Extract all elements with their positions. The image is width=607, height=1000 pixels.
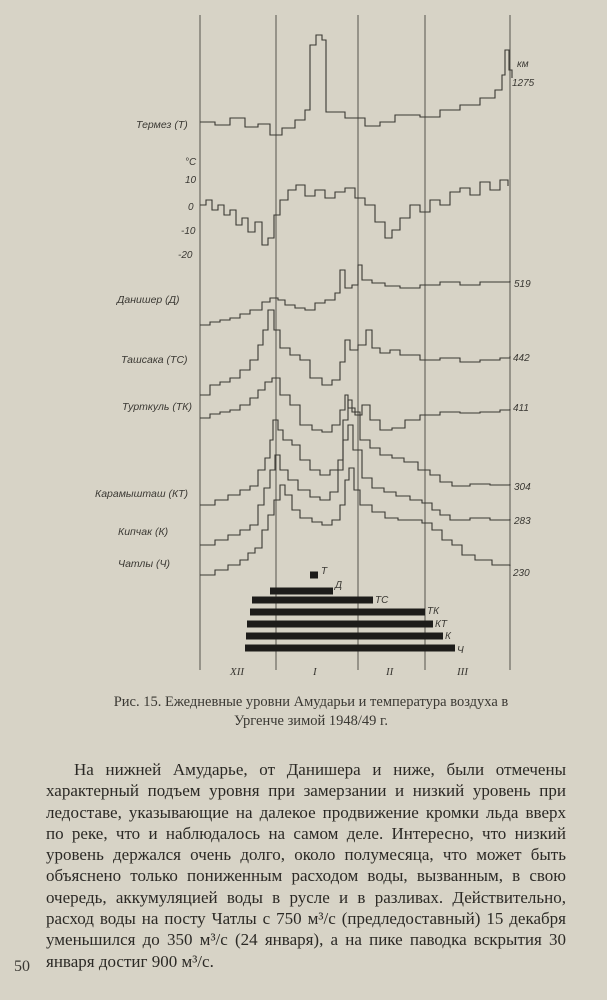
unit-label: км bbox=[517, 59, 529, 70]
ice-bar-label: К bbox=[445, 631, 451, 642]
series-end-value: 283 bbox=[514, 516, 531, 527]
series-end-value: 519 bbox=[514, 279, 531, 290]
temp-tick: -10 bbox=[181, 226, 196, 237]
ice-bar-label: Д bbox=[335, 580, 343, 591]
ice-bar-label: ТК bbox=[427, 606, 440, 617]
series-end-value: 442 bbox=[513, 353, 530, 364]
series-end-value: 304 bbox=[514, 482, 531, 493]
temp-unit-label: °С bbox=[185, 157, 197, 168]
ice-cover-bar bbox=[252, 597, 373, 604]
temp-tick: 10 bbox=[185, 175, 197, 186]
line-chatly bbox=[200, 468, 510, 575]
ice-cover-bar bbox=[245, 645, 455, 652]
line-danisher bbox=[200, 265, 510, 325]
ice-cover-bar bbox=[250, 609, 425, 616]
ice-cover-bar bbox=[247, 621, 433, 628]
page-number: 50 bbox=[14, 958, 30, 975]
series-label: Кипчак (К) bbox=[118, 526, 169, 538]
series-label: Термез (Т) bbox=[136, 119, 188, 131]
month-label: XII bbox=[230, 666, 245, 678]
month-label: III bbox=[457, 666, 468, 678]
month-label: I bbox=[313, 666, 317, 678]
month-label: II bbox=[386, 666, 394, 678]
series-label: Карамышташ (КТ) bbox=[95, 488, 189, 500]
body-paragraph: На нижней Амударье, от Данишера и ниже, были отмечены характерный подъем уровня при замерзании и низкий уровень при ледоставе, указывающие на далекое продвижение кромки льда вверх по реке, что и наблюдалось на самом деле. Интересно, что низкий уровень держался очень долго, около полумесяца, что может быть объяснено только пониженным расходом воды, вызванным, в свою очередь, аккумуляцией воды в русле и в разливах. Действительно, расход воды на посту Чатлы с 750 м³/с (предледоставный) 15 декабря уменьшился до 350 м³/с (24 января), а на пике паводка вскрытия 30 января достиг 900 м³/с. bbox=[46, 760, 566, 971]
ice-cover-bar bbox=[310, 572, 318, 579]
ice-bar-label: Т bbox=[321, 566, 328, 577]
series-end-value: 411 bbox=[513, 403, 529, 414]
line-turtkul bbox=[200, 378, 510, 432]
series-end-value: 1275 bbox=[512, 78, 535, 89]
line-karamyshtash bbox=[200, 400, 510, 505]
series-label: Ташсака (ТС) bbox=[121, 354, 188, 366]
ice-cover-bar bbox=[270, 588, 333, 595]
series-label: Турткуль (ТК) bbox=[122, 401, 192, 413]
line-tashsaka bbox=[200, 310, 510, 395]
ice-bar-label: КТ bbox=[435, 619, 448, 630]
figure-caption: Рис. 15. Ежедневные уровни Амударьи и температура воздуха в Ургенче зимой 1948/49 г. bbox=[113, 694, 509, 729]
series-label: Чатлы (Ч) bbox=[118, 558, 171, 570]
series-label: Данишер (Д) bbox=[117, 294, 180, 306]
line-kipchak bbox=[200, 425, 510, 545]
ice-bar-label: ТС bbox=[375, 595, 389, 606]
ice-bar-label: Ч bbox=[457, 645, 464, 656]
line-termez bbox=[200, 35, 512, 135]
temp-tick: -20 bbox=[178, 250, 193, 261]
temp-tick: 0 bbox=[188, 202, 194, 213]
line-temperature bbox=[200, 180, 508, 245]
ice-cover-bar bbox=[246, 633, 443, 640]
series-end-value: 230 bbox=[513, 568, 530, 579]
